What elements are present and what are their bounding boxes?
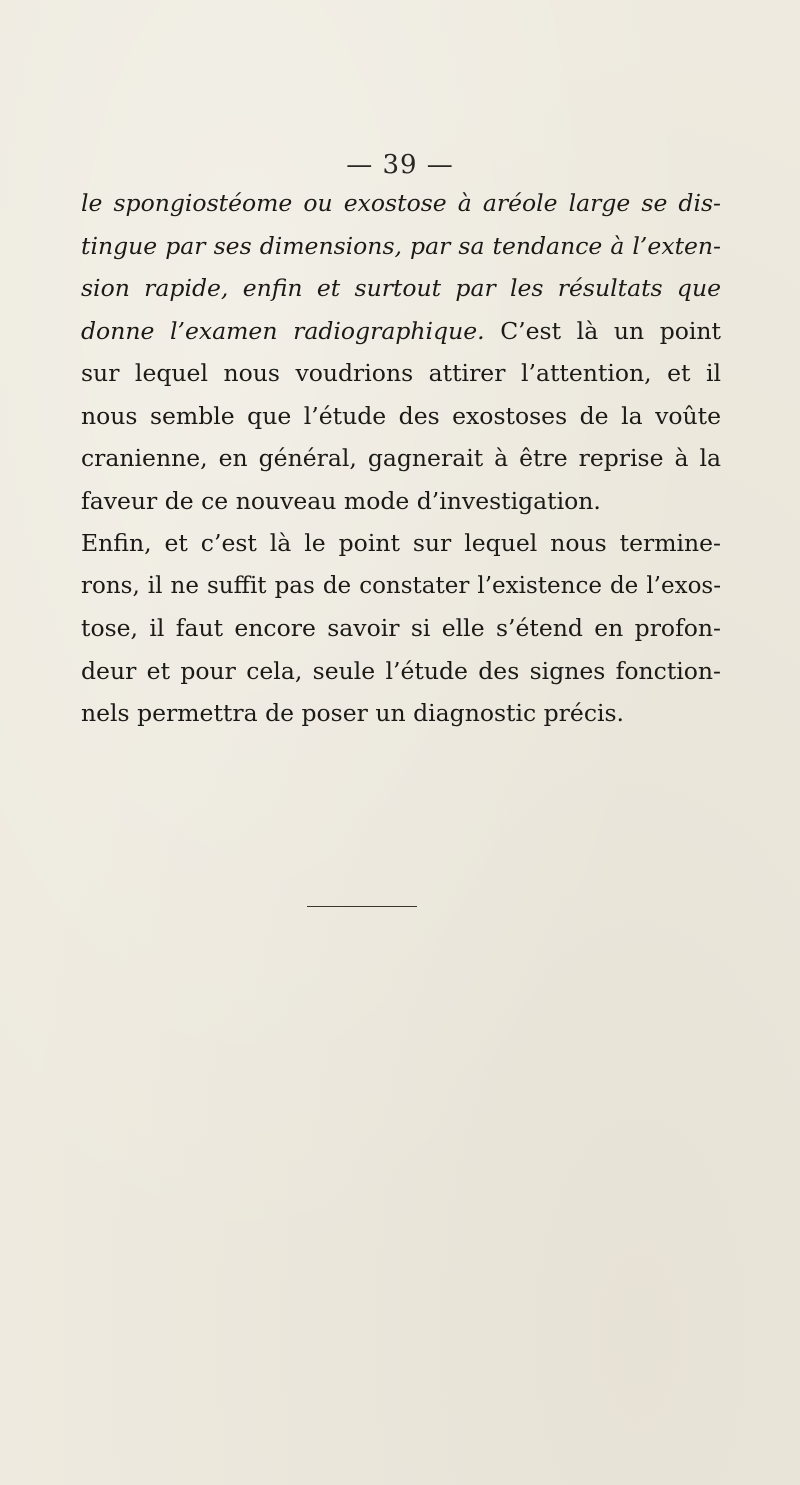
text-line: [81, 310, 721, 353]
text-line: [81, 225, 721, 268]
text-line: [81, 522, 721, 565]
text-line: [81, 650, 721, 693]
plain-text: Enfin, et c’est là le point sur lequel nous termine-: [81, 529, 721, 557]
text-line: [81, 692, 721, 735]
plain-text: rons, il ne suffit pas de constater l’existence de l’exos-: [81, 572, 721, 599]
plain-text: cranienne, en général, gagnerait à être reprise à la: [81, 444, 721, 472]
text-line: [81, 437, 721, 480]
text-line: [81, 565, 721, 608]
plain-text: tose, il faut encore savoir si elle s’étend en profon-: [81, 614, 721, 642]
text-line: [81, 607, 721, 650]
plain-text: deur et pour cela, seule l’étude des signes fonction-: [81, 656, 721, 685]
end-rule-divider: [307, 906, 417, 907]
italic-text: le spongiostéome ou exostose à aréole large se dis-: [81, 189, 721, 217]
italic-text: sion rapide, enfin et surtout par les résultats que: [81, 274, 721, 302]
text-line: [81, 182, 721, 225]
text-line: [81, 395, 721, 438]
italic-text: tingue par ses dimensions, par sa tendance à l’exten-: [81, 231, 721, 260]
text-line: [81, 352, 721, 395]
plain-text: C’est là un point: [484, 316, 721, 345]
plain-text: nous semble que l’étude des exostoses de la voûte: [81, 401, 721, 430]
plain-text: faveur de ce nouveau mode d’investigation.: [81, 486, 601, 515]
text-line: [81, 480, 721, 523]
plain-text: nels permettra de poser un diagnostic précis.: [81, 699, 625, 727]
text-line: [81, 267, 721, 310]
plain-text: sur lequel nous voudrions attirer l’attention, et il: [81, 359, 721, 387]
page-number: — 39 —: [346, 150, 454, 180]
italic-text: donne l’examen radiographique.: [81, 316, 485, 345]
body-text: [81, 182, 721, 735]
